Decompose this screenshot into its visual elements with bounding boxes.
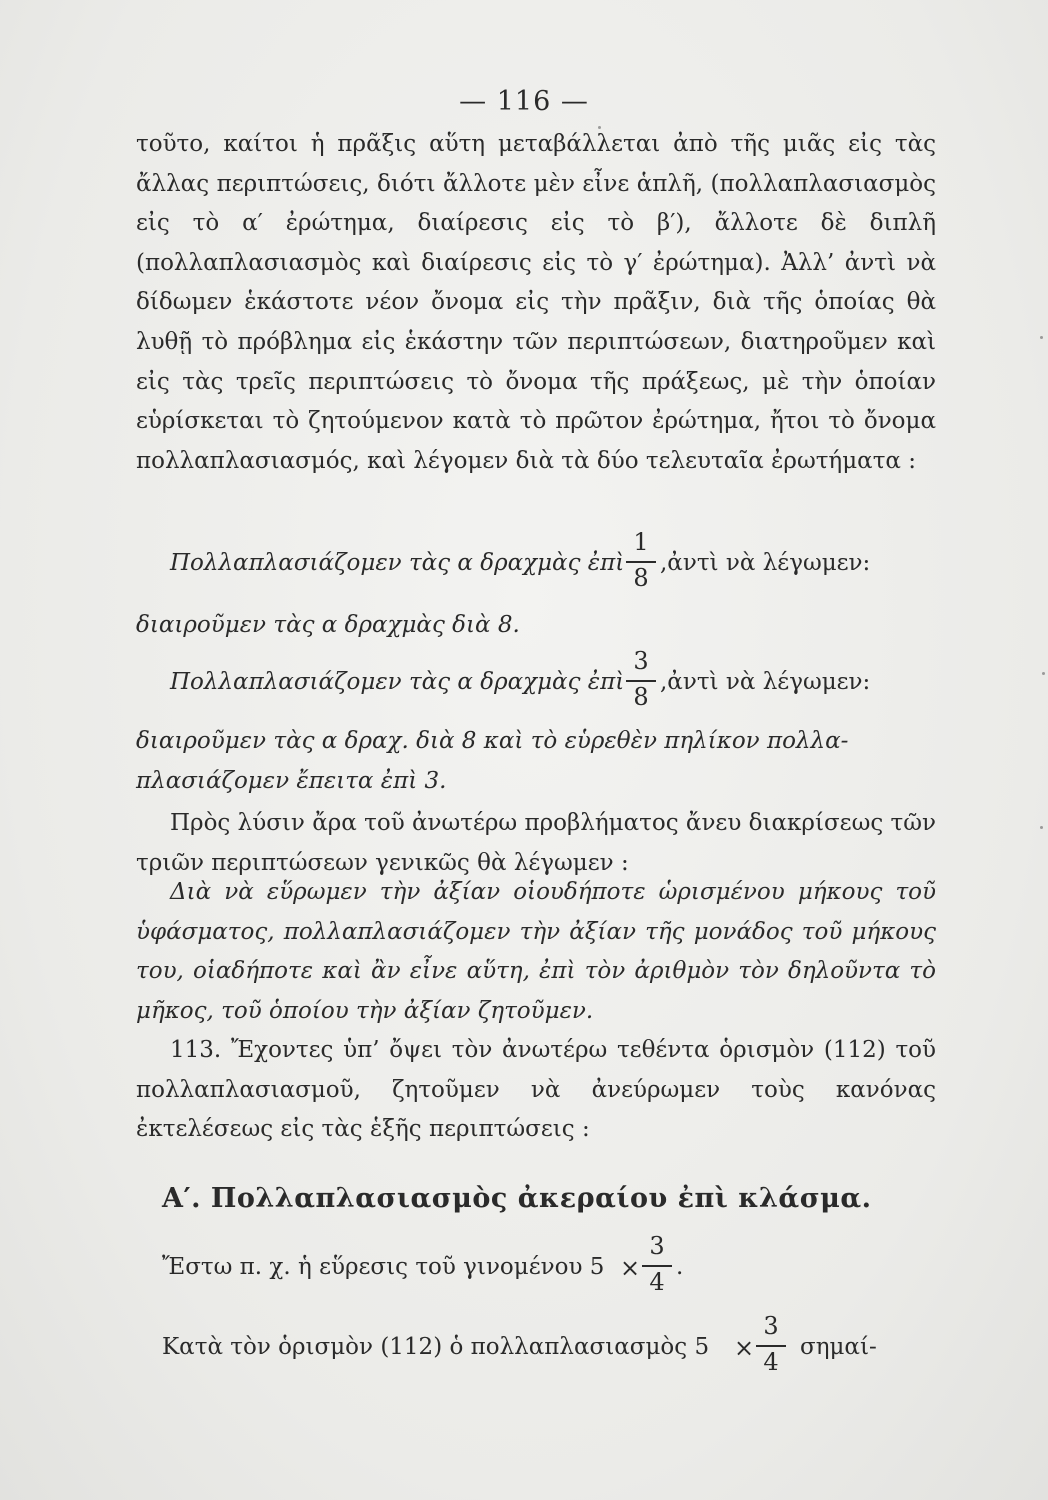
rule-paragraph [136,873,936,1031]
example-line-4-text: Κατὰ τὸν ὁρισμὸν (112) ὁ πολλαπλασιασμὸς 5 [162,1334,710,1360]
example-2-follow-1: διαιροῦμεν τὰς α δραχ. διὰ 8 καὶ τὸ εὑρεθὲν πηλίκον πολλα- [136,728,849,754]
example-1-line [170,528,950,592]
example-2-tail: ,ἀντὶ νὰ λέγωμεν: [660,669,871,695]
fraction-bar [626,561,656,563]
example-1-follow: διαιροῦμεν τὰς α δραχμὰς διὰ 8. [136,612,520,638]
paragraph-113-text [136,1031,936,1150]
scan-speck [1040,336,1043,339]
fraction-numerator: 3 [649,1232,665,1260]
fraction-numerator: 3 [633,647,649,675]
example-2-line [170,647,950,711]
example-line-4 [162,1312,942,1392]
paragraph-113-body: Ἔχοντες ὑπ’ ὄψει τὸν ἀνωτέρω τεθέντα ὁρισμὸν (112) τοῦ πολλαπλασιασμοῦ, ζητοῦμεν νὰ ἀνεύρωμεν τοὺς κανόνας ἐκτελέσεως εἰς τὰς ἑξῆς περιπτώσεις : [136,1037,936,1143]
example-line-3-end: . [676,1254,684,1280]
section-number: 113. [170,1037,222,1063]
example-2-follow-2: πλασιάζομεν ἔπειτα ἐπὶ 3. [136,768,447,794]
section-heading: Α′. Πολλαπλασιασμὸς ἀκεραίου ἐπὶ κλάσμα. [162,1183,872,1214]
scan-speck [598,126,601,129]
fraction-bar [642,1265,672,1267]
rule-text: Διὰ νὰ εὕρωμεν τὴν ἀξίαν οἱουδήποτε ὡρισμένου μήκους τοῦ ὑφάσματος, πολλαπλασιάζομεν τὴν ἀξίαν τῆς μονάδος τοῦ μήκους του, οἱαδήποτε καὶ ἂν εἶνε αὕτη, ἐπὶ τὸν ἀριθμὸν τὸν δηλοῦντα τὸ μῆκος, τοῦ ὁποίου τὴν ἀξίαν ζητοῦμεν. [136,879,936,1024]
paragraph-2 [136,804,936,883]
paragraph-1-text: τοῦτο, καίτοι ἡ πρᾶξις αὕτη μεταβάλλεται ἀπὸ τῆς μιᾶς εἰς τὰς ἄλλας περιπτώσεις, διότι ἄλλοτε μὲν εἶνε ἁπλῆ, (πολλαπλασιασμὸς εἰς τὸ α′ ἐρώτημα, διαίρεσις εἰς τὸ β′), ἄλλοτε δὲ διπλῆ (πολλαπλασιασμὸς καὶ διαίρεσις εἰς τὸ γ′ ἐρώτημα). Ἀλλ’ ἀντὶ νὰ δίδωμεν ἑκάστοτε νέον ὄνομα εἰς τὴν πρᾶξιν, διὰ τῆς ὁποίας θὰ λυθῇ τὸ πρόβλημα εἰς ἑκάστην τῶν περιπτώσεων, διατηροῦμεν καὶ εἰς τὰς τρεῖς περιπτώσεις τὸ ὄνομα τῆς πράξεως, μὲ τὴν ὁποίαν εὑρίσκεται τὸ ζητούμενον κατὰ τὸ πρῶτον ἐρώτημα, ἤτοι τὸ ὄνομα πολλαπλασιασμός, καὶ λέγομεν διὰ τὰ δύο τελευταῖα ἐρωτήματα : [136,131,936,474]
fraction-denominator: 4 [763,1348,779,1376]
paragraph-113 [136,1031,936,1150]
fraction-denominator: 8 [633,564,649,592]
paragraph-1 [136,125,936,481]
example-2-lead: Πολλαπλασιάζομεν τὰς α δραχμὰς ἐπὶ [170,669,625,695]
fraction-numerator: 3 [763,1312,779,1340]
times-sign: × [734,1334,755,1362]
example-line-3 [162,1232,942,1312]
paragraph-2-text: Πρὸς λύσιν ἄρα τοῦ ἀνωτέρω προβλήματος ἄνευ διακρίσεως τῶν τριῶν περιπτώσεων γενικῶς θὰ λέγωμεν : [136,810,936,876]
scan-speck [1042,672,1045,675]
fraction-denominator: 4 [649,1268,665,1296]
fraction-numerator: 1 [633,528,649,556]
scan-speck [1040,826,1043,829]
example-line-4-end: σημαί- [800,1334,877,1360]
fraction-bar [626,680,656,682]
example-1-tail: ,ἀντὶ νὰ λέγωμεν: [660,550,871,576]
example-1-lead: Πολλαπλασιάζομεν τὰς α δραχμὰς ἐπὶ [170,550,625,576]
page-number: — 116 — [459,86,589,117]
fraction-denominator: 8 [633,683,649,711]
fraction-bar [756,1345,786,1347]
times-sign: × [620,1254,641,1282]
example-line-3-text: Ἔστω π. χ. ἡ εὕρεσις τοῦ γινομένου 5 [162,1254,605,1280]
